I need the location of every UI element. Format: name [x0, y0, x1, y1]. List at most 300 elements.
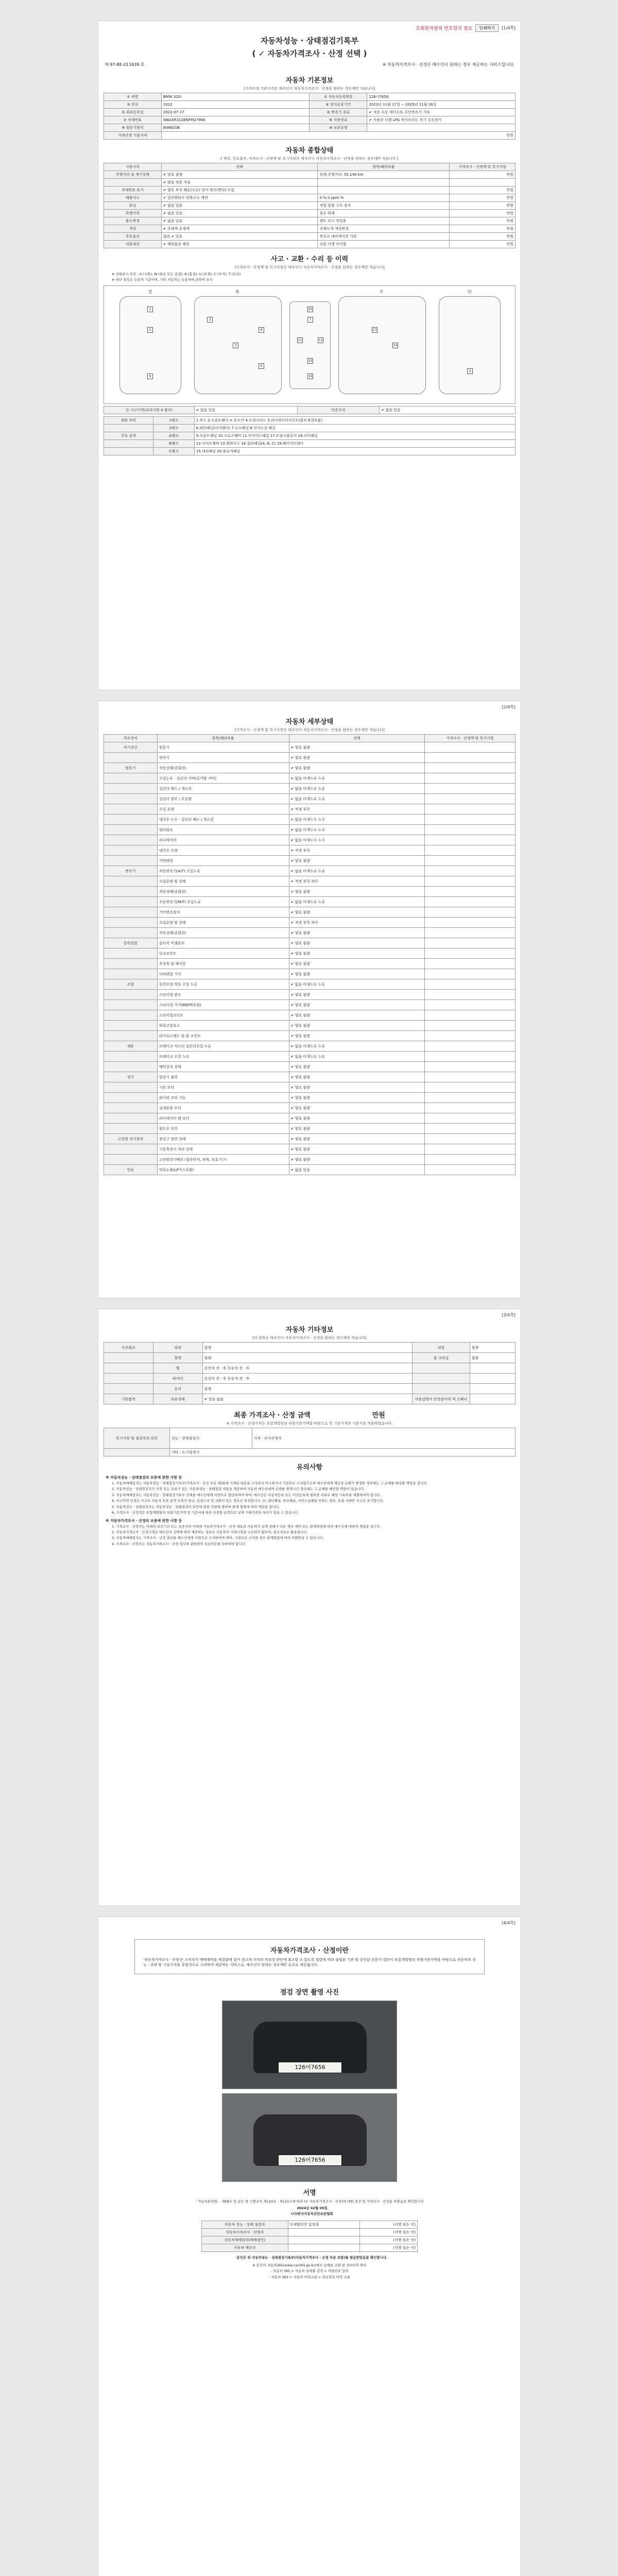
table-row — [104, 815, 516, 825]
other-group — [104, 1384, 153, 1394]
detail-note-cell — [425, 990, 516, 1000]
signer-role: 자동차 성능 · 상태 점검자 — [202, 2221, 288, 2228]
table-row — [104, 784, 516, 794]
other-item-2: 내장 — [412, 1343, 470, 1353]
detail-status: ✔ 양호 불량 — [289, 1021, 425, 1031]
detail-item: 브레이크 오일 누유 — [157, 1052, 289, 1062]
col-header: 가격조사 · 산정액 및 특기사항 — [450, 163, 516, 171]
top-bar — [98, 1309, 521, 1319]
part-tag: 9 — [147, 374, 153, 379]
table-row — [104, 1072, 516, 1082]
cell: 만원 — [161, 132, 515, 140]
accident-parts-table — [104, 416, 516, 455]
cell: ⑪ 사고이력(유의사항 4 참조) — [104, 406, 195, 414]
doc-number: 제 97-BE-013439 호 — [105, 62, 145, 67]
page-4 — [98, 1917, 521, 2576]
detail-item: 추진축 및 베어링 — [157, 959, 289, 969]
about-box — [134, 1939, 485, 1974]
top-bar — [98, 701, 521, 711]
caution-paragraph: 6. 가격조사 · 산정액은 보험개발원의 차량기준가액 및 기준서에 따라 산정한 금액으로 실제 거래가격과 차이가 있을 수 있습니다. — [112, 1511, 299, 1515]
table-row — [104, 447, 516, 455]
accident-legend: ※ 상태표시 부호 : X (교환), W (판금 또는 용접), A (흠집), U (요철), C (부식), T (손상) — [112, 272, 241, 276]
part-group — [104, 439, 153, 447]
part-tag: 7 — [307, 317, 313, 323]
page-number: [2/4쪽] — [502, 705, 516, 709]
page-2 — [98, 701, 521, 1298]
col-header: 항목/해당부품 — [157, 735, 289, 742]
row-label — [104, 179, 162, 187]
part-rank: C랭크 — [153, 447, 194, 455]
other-status: 불량 — [202, 1343, 412, 1353]
table-row — [104, 948, 516, 959]
detail-status: ✔ 없음 미세누수 누수 — [289, 825, 425, 835]
cell: 가격산정 기준가격 — [104, 132, 162, 140]
row-items: 썬루프 내비게이션 기타 — [318, 233, 450, 241]
detail-note-cell — [425, 1165, 516, 1175]
price-table — [104, 1428, 516, 1456]
detail-item: 타이로드엔드 및 볼 조인트 — [157, 1031, 289, 1041]
table-row — [104, 907, 516, 918]
detail-status: ✔ 양호 불량 — [289, 1124, 425, 1134]
detail-item: 파워고압호스 — [157, 1021, 289, 1031]
cell: 가격 · 조사산정자 — [252, 1428, 515, 1449]
diagram-label-front: 앞 — [148, 289, 152, 294]
cell: ⑧ 사용연료 — [310, 116, 367, 124]
part-tag: 1 — [147, 307, 153, 312]
other-group — [104, 1353, 153, 1363]
table-row — [104, 1082, 516, 1093]
detail-note-cell — [425, 1072, 516, 1082]
table-row — [104, 938, 516, 948]
detail-device — [104, 1124, 158, 1134]
detail-item: 자동변속기(A/T) 오일누유 — [157, 866, 289, 876]
other-info-note: [이 항목은 매수인이 자동차가격조사 · 산정을 원하는 경우에만 적습니다] — [252, 1336, 367, 1340]
inspection-photo-rear — [222, 2093, 397, 2182]
cell: BMW 320i — [161, 93, 310, 101]
row-items — [318, 179, 450, 187]
other-group — [104, 1363, 153, 1374]
detail-device — [104, 825, 158, 835]
detail-note-cell — [425, 825, 516, 835]
caution-b-list — [98, 1524, 521, 1548]
detail-item: 냉각수 수량 — [157, 845, 289, 856]
detail-status: ✔ 양호 불량 — [289, 1000, 425, 1010]
table-row — [104, 187, 516, 194]
detail-status: ✔ 없음 미세누수 누수 — [289, 835, 425, 845]
other-status: 운전석 전 · 후 동승석 전 · 후 — [202, 1363, 412, 1374]
detail-status: ✔ 양호 불량 — [289, 990, 425, 1000]
other-status: 불량 — [202, 1384, 412, 1394]
detail-item: 실내송풍 모터 — [157, 1103, 289, 1113]
basic-info-note: [가격산정 기준가격은 매수인이 자동차가격조사 · 산정을 원하는 경우에만 적습니다] — [244, 87, 375, 91]
caution-paragraph: 1. 가격조사 · 산정자는 아래의 보증기간 또는 보증거리 이내에 자동차가격조사 · 산정 내용과 자동차의 실제 상태가 다른 경우 계약 또는 관계법령에 따라 매수인에 대하여 책임을 집니다. — [112, 1524, 381, 1529]
detail-status: ✔ 양호 불량 — [289, 1113, 425, 1124]
detail-status: ✔ 양호 불량 — [289, 1072, 425, 1082]
detail-status: ✔ 양호 불량 — [289, 742, 425, 753]
part-list: 12.사이드멤버 13.휠하우스 14.필러패널(A, B, C) 19.패키지트레이 — [194, 439, 515, 447]
table-row — [104, 845, 516, 856]
table-row — [202, 2236, 418, 2244]
detail-device — [104, 1082, 158, 1093]
cell: ⑦ 차대번호 — [104, 116, 162, 124]
cell: ③ 연식 — [104, 101, 162, 109]
table-row — [104, 1124, 516, 1134]
table-row — [104, 1343, 516, 1353]
table-row — [104, 969, 516, 979]
detail-device: 변속기 — [104, 866, 158, 876]
part-tag: 11 — [298, 338, 302, 342]
detail-device — [104, 918, 158, 928]
detail-item: 실린더 블록 / 오일팬 — [157, 794, 289, 804]
signer-role: 자동차매매업자(매매점인) — [202, 2236, 288, 2244]
detail-item: 기어변속장치 — [157, 907, 289, 918]
detail-title: 자동차 세부상태 — [285, 718, 334, 726]
cell: ⑩ 보증유형 — [310, 124, 367, 132]
row-price: 만원 — [450, 202, 516, 210]
detail-status: ✔ 양호 불량 — [289, 948, 425, 959]
warning-text: 조회된차량의 번호일치 필요 — [416, 26, 473, 31]
table-row — [104, 1155, 516, 1165]
caution-paragraph: 4. 가격조사 · 산정자는 자동차가격조사 · 산정 업무와 관련하여 성실의무를 다하여야 합니다. — [112, 1541, 247, 1546]
table-row — [104, 742, 516, 753]
part-tag: 2 — [207, 317, 213, 323]
signer-signature: (서명 또는 인) — [360, 2228, 418, 2236]
row-items: 현재 주행거리: 55,148 km — [318, 171, 450, 179]
detail-note-cell — [425, 897, 516, 907]
detail-note-cell — [425, 773, 516, 784]
row-status: ✔ 없음 있음 — [161, 217, 318, 225]
detail-item: 워터펌프 — [157, 825, 289, 835]
detail-item: 냉각수 누수 · 실린더 헤드 / 개스킷 — [157, 815, 289, 825]
cell: ② 자동차등록번호 — [310, 93, 367, 101]
detail-note-cell — [425, 907, 516, 918]
table-row — [104, 897, 516, 907]
detail-device: 전기 — [104, 1072, 158, 1082]
sign-link-line: - 자동차 365 > 자동차 실매물 검색 > 차량번호 입력 — [270, 2269, 349, 2274]
row-price: 만원 — [450, 241, 516, 248]
detail-status: ✔ 없음 미세누유 누유 — [289, 1041, 425, 1052]
basic-info-table — [104, 93, 516, 140]
sign-title: 서명 — [303, 2189, 316, 2197]
price-note: ※ 가격조사 · 산정가격은 보험개발원의 차량기준가액을 바탕으로 한 기준가격과 기준서를 적용하였습니다. — [226, 1421, 393, 1426]
detail-item: 원동기 — [157, 742, 289, 753]
table-row — [104, 1010, 516, 1021]
caution-section-b: ※ 자동차가격조사 · 산정의 보증에 관한 사항 등 — [106, 1518, 182, 1523]
other-group — [104, 1374, 153, 1384]
part-tag: 14 — [393, 343, 398, 347]
other-item-2 — [412, 1384, 470, 1394]
caution-paragraph: 4. 사고이력 인정은 사고로 자동차 주요 골격 부위의 판금, 용접수리 및 교환이 있는 경우로 한정합니다. 단, 쿼터패널, 루프패널, 사이드실패널 부위는 절단, 용접 시에만 사고로 표기합니다. — [112, 1499, 384, 1503]
detail-device — [104, 845, 158, 856]
sign-text: 「자동차관리법」 제58조 및 같은 법 시행규칙 제120조 · 제121조에 따라 (✔ 자동차가격조사 · 산정)에 대한 점검 및 가격조사 · 산정을 하였음을 확인합니다. — [194, 2199, 425, 2204]
detail-note-cell — [425, 887, 516, 897]
row-status: ✔ 해당없음 해당 — [161, 241, 318, 248]
part-group: 주요 골격 — [104, 432, 153, 439]
part-rank: 1랭크 — [153, 416, 194, 424]
caution-paragraph: 3. 자동차매매업자는 가격조사 · 산정 결과를 매수인에게 서면으로 고지하여야 하며, 거짓으로 고지한 경우 관계법령에 따라 처벌받을 수 있습니다. — [112, 1536, 324, 1540]
table-row — [104, 1031, 516, 1041]
detail-item: 발전기 출력 — [157, 1072, 289, 1082]
diagram-label-rear: 뒤 — [468, 289, 472, 294]
detail-device — [104, 948, 158, 959]
detail-device — [104, 856, 158, 866]
table-row — [104, 179, 516, 187]
table-row — [104, 753, 516, 763]
other-group: 기본품목 — [104, 1394, 153, 1404]
cell — [104, 1449, 170, 1456]
doc-number-line — [98, 60, 521, 70]
part-tag: 5 — [147, 327, 153, 333]
detail-item: 수동변속기(M/T) 오일누유 — [157, 897, 289, 907]
detail-note-cell — [425, 979, 516, 990]
cell — [367, 124, 516, 132]
row-label: 색상 — [104, 225, 162, 233]
detail-device — [104, 794, 158, 804]
print-button[interactable]: 인쇄하기 — [475, 24, 499, 32]
detail-note-cell — [425, 1031, 516, 1041]
table-row — [104, 194, 516, 202]
detail-device — [104, 887, 158, 897]
table-row — [104, 773, 516, 784]
detail-note-cell — [425, 918, 516, 928]
detail-item: 오일누유 · 실린더 커버(로커암 커버) — [157, 773, 289, 784]
table-row — [104, 1000, 516, 1010]
part-group: 외판 부위 — [104, 416, 153, 424]
car-right-view — [338, 296, 426, 394]
detail-item: 라디에이터 — [157, 835, 289, 845]
table-row — [104, 1144, 516, 1155]
row-label: 차대번호 표기 — [104, 187, 162, 194]
detail-item: 충전구 절연 상태 — [157, 1134, 289, 1144]
other-group: 수리필요 — [104, 1343, 153, 1353]
detail-status: ✔ 양호 불량 — [289, 907, 425, 918]
table-row — [104, 217, 516, 225]
overall-title: 자동차 종합상태 — [285, 147, 334, 155]
detail-status: ✔ 양호 불량 — [289, 928, 425, 938]
license-plate: 126어7656 — [278, 2062, 342, 2073]
cell: ✔ 자동 수동 세미오토 무단변속기 기타 — [367, 109, 516, 116]
detail-status: ✔ 양호 불량 — [289, 1093, 425, 1103]
cell: ⑤ 최초등록일 — [104, 109, 162, 116]
table-row — [104, 1165, 516, 1175]
detail-status: ✔ 양호 불량 — [289, 856, 425, 866]
detail-device — [104, 990, 158, 1000]
signer-signature: (서명 또는 인) — [360, 2244, 418, 2251]
signer-name — [288, 2236, 360, 2244]
signer-role: 자동차가격조사 · 산정자 — [202, 2228, 288, 2236]
detail-device: 제동 — [104, 1041, 158, 1052]
detail-item: 윈도우 모터 — [157, 1124, 289, 1134]
table-row — [104, 241, 516, 248]
detail-note-cell — [425, 794, 516, 804]
detail-item: 스티어링조인트 — [157, 1010, 289, 1021]
row-price: 만원 — [450, 194, 516, 202]
other-status-2: 불량 — [470, 1353, 515, 1363]
detail-note-cell — [425, 1103, 516, 1113]
detail-note-cell — [425, 753, 516, 763]
other-status-2: 불량 — [470, 1343, 515, 1353]
row-price: 만원 — [450, 225, 516, 233]
accident-note: [가격조사 · 산정액 및 특기사항은 매수인이 자동차가격조사 · 산정을 원하는 경우에만 적습니다] — [234, 265, 385, 269]
cell: ⑥ 변속기 종류 — [310, 109, 367, 116]
table-row — [104, 1062, 516, 1072]
cell: 126어7656 — [367, 93, 516, 101]
detail-device — [104, 1021, 158, 1031]
detail-status: ✔ 적정 부족 과다 — [289, 918, 425, 928]
detail-status: ✔ 양호 불량 — [289, 763, 425, 773]
table-row — [104, 825, 516, 835]
document-header — [98, 33, 521, 60]
table-row — [202, 2228, 418, 2236]
detail-status: ✔ 없음 미세누유 누유 — [289, 897, 425, 907]
part-list: 6.쿼터패널(리어펜더) 7.루프패널 8.사이드실 패널 — [194, 424, 515, 432]
sign-links — [98, 2263, 521, 2280]
row-price: 만원 — [450, 187, 516, 194]
overall-note: [ 색상, 주요옵션, 가격조사 · 산정액 및 특기사항은 매수인이 자동차가격조사 · 산정을 원하는 경우에만 적습니다 ] — [220, 157, 399, 161]
row-items: 렌트 리스 영업용 — [318, 217, 450, 225]
table-row — [104, 1041, 516, 1052]
part-group — [104, 447, 153, 455]
sign-table — [201, 2221, 418, 2252]
document-title: 자동차성능 · 상태점검기록부 — [260, 36, 359, 45]
part-tag: 6 — [259, 363, 264, 369]
detail-note-cell — [425, 1093, 516, 1103]
signer-name: 모제범인천 입정점 — [288, 2221, 360, 2228]
cell: ✔ 없음 있음 — [194, 406, 297, 414]
detail-note-cell — [425, 804, 516, 815]
detail-device — [104, 753, 158, 763]
diagram-label-right: 우 — [380, 289, 384, 294]
detail-device — [104, 969, 158, 979]
detail-note-cell — [425, 1062, 516, 1072]
detail-status: ✔ 없음 미세누유 누유 — [289, 794, 425, 804]
other-status: ✔ 있음 없음 — [202, 1394, 412, 1404]
detail-item: 스티어링 펌프 — [157, 990, 289, 1000]
other-item: 광택 — [153, 1353, 202, 1363]
other-item-2 — [412, 1374, 470, 1384]
detail-status: ✔ 양호 불량 — [289, 1155, 425, 1165]
row-items — [318, 187, 450, 194]
part-tag: 4 — [467, 368, 473, 374]
cell: 2022 — [161, 101, 310, 109]
detail-note-cell — [425, 948, 516, 959]
other-status-2 — [470, 1374, 515, 1384]
signer-signature: (서명 또는 인) — [360, 2221, 418, 2228]
table-row — [104, 225, 516, 233]
detail-note-cell — [425, 1000, 516, 1010]
detail-device — [104, 907, 158, 918]
detail-note-cell — [425, 815, 516, 825]
detail-note-cell — [425, 1113, 516, 1124]
detail-note-cell — [425, 876, 516, 887]
detail-item: 오일유량 및 상태 — [157, 876, 289, 887]
table-row — [104, 1021, 516, 1031]
photos-title: 점검 장면 촬영 사진 — [280, 1989, 339, 1997]
table-row — [104, 887, 516, 897]
detail-note-cell — [425, 938, 516, 948]
detail-item: 라디에이터 팬 모터 — [157, 1113, 289, 1124]
detail-status: ✔ 적정 부족 과다 — [289, 876, 425, 887]
row-status: ✔ 없음 있음 — [161, 210, 318, 217]
table-row — [104, 1384, 516, 1394]
table-row — [104, 202, 516, 210]
table-row — [104, 1394, 516, 1404]
detail-device: 원동기 — [104, 763, 158, 773]
detail-device: 자기진단 — [104, 742, 158, 753]
row-label: 주요옵션 — [104, 233, 162, 241]
detail-note-cell — [425, 763, 516, 773]
other-info-title: 자동차 기타정보 — [285, 1326, 334, 1334]
price-title-text: 최종 가격조사 · 산정 금액 — [234, 1412, 311, 1419]
detail-item: 작동상태(공회전) — [157, 928, 289, 938]
row-label: 특별이력 — [104, 210, 162, 217]
row-items: 적법 불법 구조 장치 — [318, 202, 450, 210]
cell: 단순수리 — [297, 406, 380, 414]
caution-paragraph: 2. 자동차가격조사 · 산정가격은 매수인의 선택에 따라 제공하는 정보로 자동차의 거래가격을 구속하지 않으며, 참고자료로 활용됩니다. — [112, 1530, 308, 1534]
table-row — [104, 1134, 516, 1144]
detail-note-cell — [425, 928, 516, 938]
signer-role: 자동차 매수인 — [202, 2244, 288, 2251]
caution-paragraph: 3. 자동차매매업자는 자동차성능 · 상태점검기록부 전체를 매수인에게 서면으로 발급하여야 하며, 매수인은 자동차등록 또는 이전등록에 필요한 서류로 해당 기록부를 제출하여야 합니다. — [112, 1493, 381, 1497]
row-status: ✔ 양호 불량 — [161, 171, 318, 179]
accident-legend-2: ※ 하단 항목은 승용차 기준이며, 기타 자동차는 승용차에 준하여 표시 — [112, 278, 213, 282]
cell: 기타 : 도시감정사 — [169, 1449, 515, 1456]
signer-name — [288, 2244, 360, 2251]
row-items: 리콜 이행 미이행 — [318, 241, 450, 248]
detail-status: ✔ 적정 부족 — [289, 804, 425, 815]
accident-title: 사고 · 교환 · 수리 등 이력 — [270, 256, 349, 263]
detail-status: ✔ 양호 불량 — [289, 887, 425, 897]
cell: ✔ 없음 있음 — [380, 406, 516, 414]
cell: 2022-07-17 — [161, 109, 310, 116]
table-row — [104, 979, 516, 990]
part-list: 15.대쉬패널 16.플로어패널 — [194, 447, 515, 455]
accident-history-table — [104, 406, 516, 414]
detail-note-cell — [425, 1155, 516, 1165]
detail-note-cell — [425, 969, 516, 979]
table-row — [104, 1103, 516, 1113]
row-price: 만원 — [450, 217, 516, 225]
row-status: ✔ 양호 부식 훼손(오손) 상이 변조(변타) 도말 — [161, 187, 318, 194]
detail-status: ✔ 적정 부족 — [289, 845, 425, 856]
detail-device: 조향 — [104, 979, 158, 990]
cell: 2023년 11월 17일 ~ 2025년 11월 16일 — [367, 101, 516, 109]
detail-device — [104, 959, 158, 969]
detail-item: 스티어링 기어(MDPS포함) — [157, 1000, 289, 1010]
sign-bottom: 본인은 위 자동차성능 · 상태점검기록부(자동차가격조사 · 산정 부분 포함)를 발급받았음을 확인합니다. — [236, 2255, 388, 2260]
detail-status: ✔ 없음 미세누유 누유 — [289, 784, 425, 794]
detail-table — [104, 734, 516, 1175]
table-row — [104, 1353, 516, 1363]
col-header: 상태 — [161, 163, 318, 171]
detail-item: 디퍼렌셜 기어 — [157, 969, 289, 979]
detail-note-cell — [425, 1134, 516, 1144]
detail-item: 작동상태(공회전) — [157, 887, 289, 897]
detail-device — [104, 876, 158, 887]
table-row — [104, 1374, 516, 1384]
page-number: [3/4쪽] — [502, 1313, 516, 1317]
cell: ⑨ 원동기형식 — [104, 124, 162, 132]
car-damage-diagram — [104, 285, 516, 404]
cell: B48B20B — [161, 124, 310, 132]
table-row — [104, 416, 516, 424]
detail-note-cell — [425, 845, 516, 856]
detail-device — [104, 784, 158, 794]
detail-note-cell — [425, 835, 516, 845]
col-header: 가격조사 · 산정액 및 특기사항 — [425, 735, 516, 742]
detail-device — [104, 1062, 158, 1072]
table-row — [104, 990, 516, 1000]
